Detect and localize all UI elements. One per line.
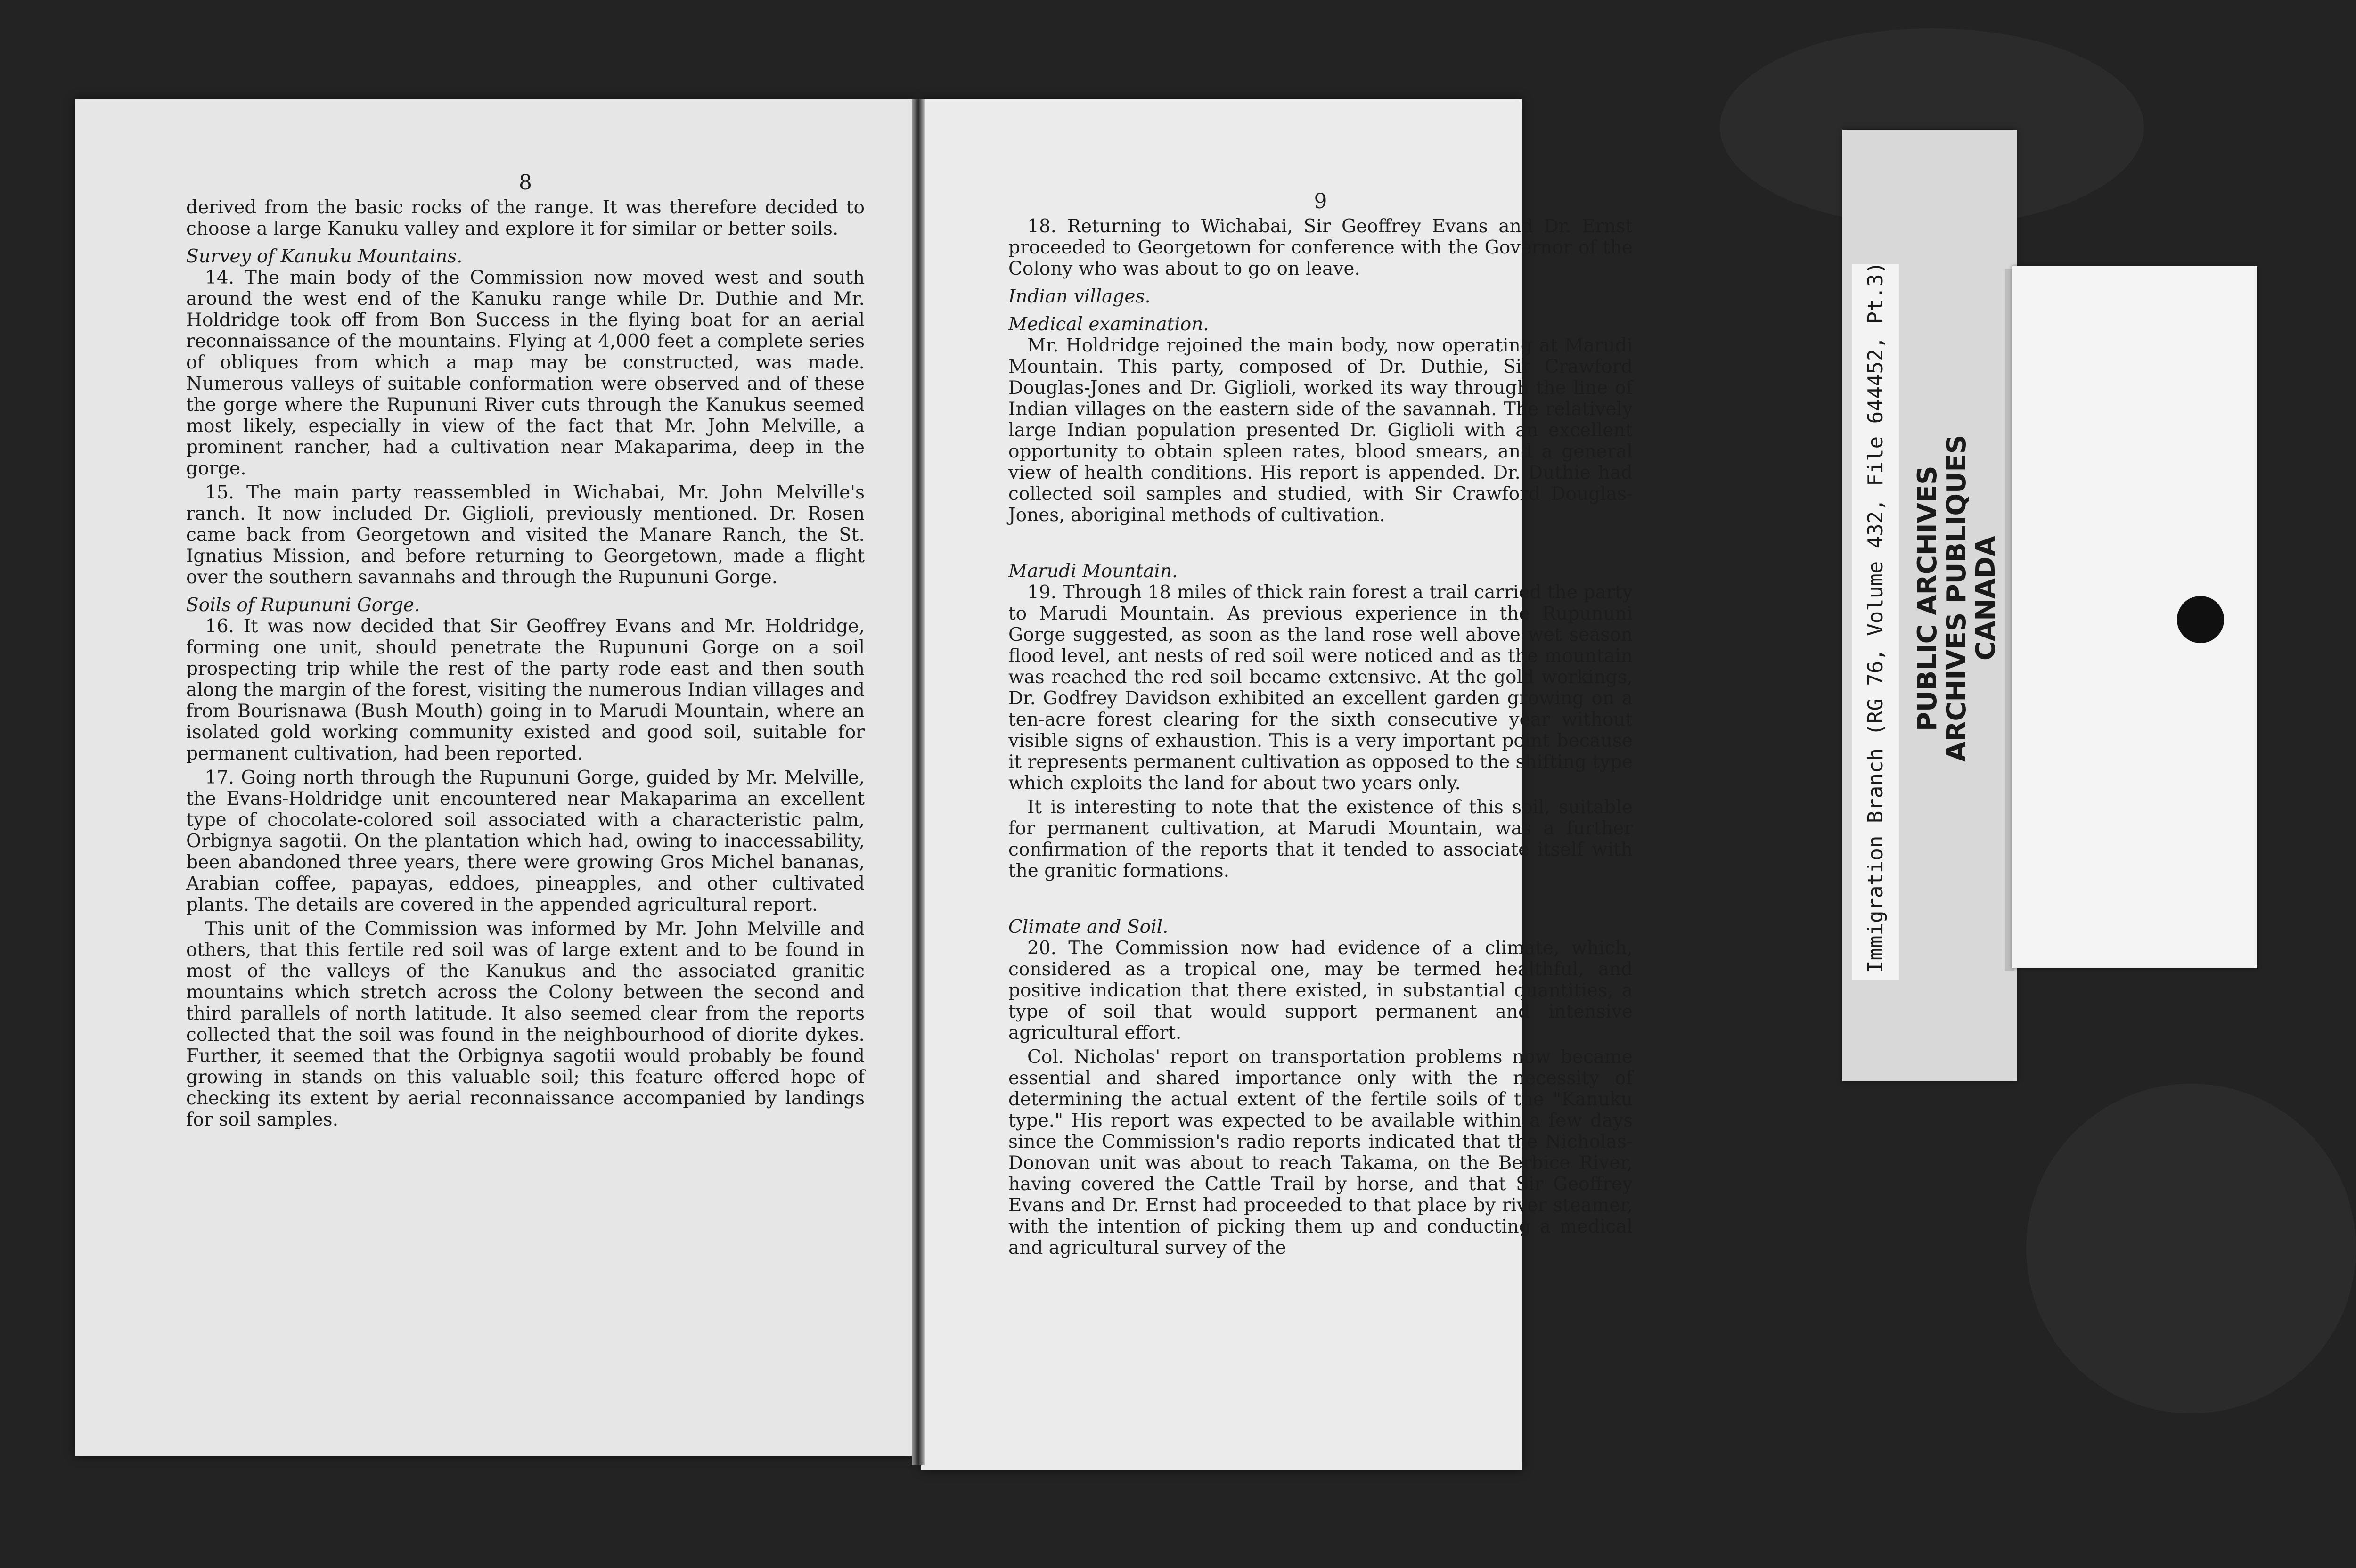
section-heading: Indian villages. (1008, 286, 1151, 307)
paragraph: 19. Through 18 miles of thick rain forest a trail carried the party to Marudi Mountain. As previous experience in the Rupununi Gorge suggested, as soon as the land rose well above wet season flood level, ant nests of red soil were noticed and as the mountain was reached the red soil became extensive. At the gold workings, Dr. Godfrey Davidson exhibited an excellent garden growing on a ten-acre forest clearing for the sixth consecutive year without visible signs of exhaustion. This is a very important point because it represents permanent cultivation as opposed to the shifting type which exploits the land for about two years only. (1008, 582, 1633, 794)
archive-stamp (1912, 410, 2001, 787)
stamp-line: PUBLIC ARCHIVES (1912, 466, 1943, 731)
paragraph: derived from the basic rocks of the range. It was therefore decided to choose a large Kanuku valley and explore it for similar or better soils. (186, 197, 865, 239)
background-texture (2026, 1084, 2356, 1413)
paragraph: Mr. Holdridge rejoined the main body, now operating at Marudi Mountain. This party, composed of Dr. Duthie, Sir Crawford Douglas-Jones and Dr. Giglioli, worked its way through the line of Indian villages on the eastern side of the savannah. The relatively large Indian population presented Dr. Giglioli with an excellent opportunity to obtain spleen rates, blood smears, and a general view of health conditions. His report is appended. Dr. Duthie had collected soil samples and studied, with Sir Crawford Douglas-Jones, aboriginal methods of cultivation. (1008, 335, 1633, 526)
stamp-line: ARCHIVES PUBLIQUES (1941, 434, 1972, 762)
section-heading: Survey of Kanuku Mountains. (186, 246, 463, 267)
section-gap (1008, 884, 1633, 910)
section-heading: Soils of Rupununi Gorge. (186, 595, 420, 616)
paragraph: It is interesting to note that the existence of this soil, suitable for permanent cultivation, at Marudi Mountain, was a further confirmation of the reports that it tended to associate itself with the granitic formations. (1008, 797, 1633, 882)
punch-hole-icon (2177, 596, 2224, 643)
paragraph: 20. The Commission now had evidence of a climate, which, considered as a tropical one, may be termed healthful, and positive indication that there existed, in substantial quantities, a type of soil that would support permanent and intensive agricultural effort. (1008, 938, 1633, 1044)
page-number: 8 (519, 171, 532, 195)
stamp-line: CANADA (1971, 536, 2001, 661)
paragraph: This unit of the Commission was informed by Mr. John Melville and others, that this fertile red soil was of large extent and to be found in most of the valleys of the Kanukus and the associated granitic mountains which stretch across the Colony between the second and third parallels of north latitude. It also seemed clear from the reports collected that the soil was found in the neighbourhood of diorite dykes. Further, it seemed that the Orbignya sagotii would probably be found growing in stands on this valuable soil; this feature offered hope of checking its extent by aerial reconnaissance accompanied by landings for soil samples. (186, 918, 865, 1130)
right-paragraphs (1008, 216, 1633, 1258)
paragraph: 16. It was now decided that Sir Geoffrey Evans and Mr. Holdridge, forming one unit, should penetrate the Rupununi Gorge on a soil prospecting trip while the rest of the party rode east and then south along the margin of the forest, visiting the numerous Indian villages and from Bourisnawa (Bush Mouth) going in to Marudi Mountain, where an isolated gold working community existed and good soil, suitable for permanent cultivation, had been reported. (186, 616, 865, 764)
book-gutter (912, 99, 925, 1465)
right-page-text (1008, 191, 1633, 1261)
paragraph: Col. Nicholas' report on transportation problems now became essential and shared importance only with the necessity of determining the actual extent of the fertile soils of the "Kanuku type." His report was expected to be available within a few days since the Commission's radio reports indicated that the Nicholas-Donovan unit was about to reach Takama, on the Berbice River, having covered the Cattle Trail by horse, and that Sir Geoffrey Evans and Dr. Ernst had proceeded to that place by river steamer, with the intention of picking them up and conducting a medical and agricultural survey of the (1008, 1046, 1633, 1258)
paragraph: 18. Returning to Wichabai, Sir Geoffrey Evans and Dr. Ernst proceeded to Georgetown for conference with the Governor of the Colony who was about to go on leave. (1008, 216, 1633, 279)
paragraph: 15. The main party reassembled in Wichabai, Mr. John Melville's ranch. It now included Dr. Giglioli, previously mentioned. Dr. Rosen came back from Georgetown and visited the Manare Ranch, the St. Ignatius Mission, and before returning to Georgetown, made a flight over the southern savannahs and through the Rupununi Gorge. (186, 482, 865, 588)
left-paragraphs (186, 197, 865, 1130)
section-heading: Marudi Mountain. (1008, 561, 1178, 582)
section-gap (1008, 529, 1633, 554)
paragraph: 14. The main body of the Commission now moved west and south around the west end of the Kanuku range while Dr. Duthie and Mr. Holdridge took off from Bon Success in the flying boat for an aerial reconnaissance of the mountains. Flying at 4,000 feet a complete series of obliques from which a map may be constructed, was made. Numerous valleys of suitable conformation were observed and of these the gorge where the Rupununi River cuts through the Kanukus seemed most likely, especially in view of the fact that Mr. John Melville, a prominent rancher, had a cultivation near Makaparima, deep in the gorge. (186, 267, 865, 479)
section-heading: Medical examination. (1008, 314, 1209, 335)
paragraph: 17. Going north through the Rupununi Gorge, guided by Mr. Melville, the Evans-Holdridge unit encountered near Makaparima an excellent type of chocolate-colored soil associated with a characteristic palm, Orbignya sagotii. On the plantation which had, owing to inaccessability, been abandoned three years, there were growing Gros Michel bananas, Arabian coffee, papayas, eddoes, pineapples, and other cultivated plants. The details are covered in the appended agricultural report. (186, 767, 865, 915)
section-heading: Climate and Soil. (1008, 916, 1169, 938)
archive-reference: Immigration Branch (RG 76, Volume 432, File 644452, Pt.3) (1864, 261, 1888, 973)
page-number: 9 (1314, 189, 1327, 213)
left-page-text (186, 172, 865, 1133)
